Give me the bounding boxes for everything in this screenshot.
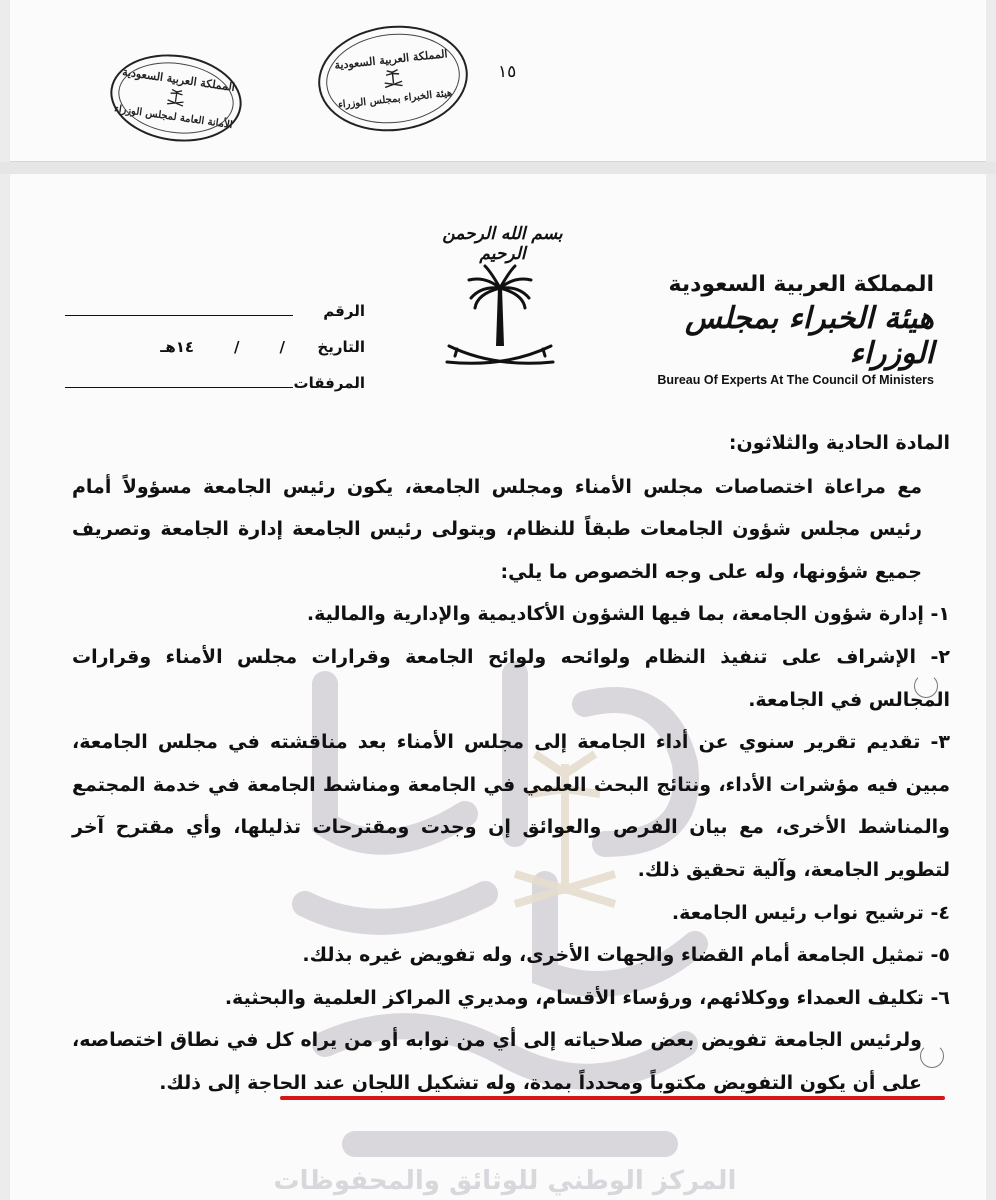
previous-page-fragment bbox=[10, 0, 986, 162]
general-secretariat-stamp bbox=[105, 46, 248, 150]
stamp-bottom-text: هيئة الخبراء بمجلس الوزراء bbox=[337, 87, 453, 111]
country-name: المملكة العربية السعودية bbox=[668, 272, 934, 297]
hole-punch-mark bbox=[920, 1044, 944, 1068]
article-item-4: ٤- ترشيح نواب رئيس الجامعة. bbox=[671, 901, 950, 924]
number-field bbox=[65, 284, 365, 320]
date-label: التاريخ bbox=[317, 338, 365, 356]
watermark-text: المركز الوطني للوثائق والمحفوظات bbox=[273, 1166, 737, 1196]
stamp-top-text: المملكة العربية السعودية bbox=[121, 65, 236, 95]
article-closing: ولرئيس الجامعة تفويض بعض صلاحياته إلى أي من نوابه أو من يراه كل في نطاق اختصاصه، على أن يكون التفويض مكتوباً ومحدداً بمدة، وله تشكيل اللجان عند الحاجة إلى ذلك. bbox=[72, 1029, 922, 1094]
stamp-top-text: المملكة العربية السعودية bbox=[333, 46, 449, 72]
red-highlight-underline bbox=[280, 1096, 945, 1100]
attachments-field bbox=[65, 356, 365, 392]
date-separator: / bbox=[234, 338, 240, 356]
bureau-name-english: Bureau Of Experts At The Council Of Ministers bbox=[657, 373, 934, 387]
bureau-name: هيئة الخبراء بمجلس الوزراء bbox=[684, 301, 934, 371]
basmala: بسم الله الرحمن الرحيم bbox=[442, 224, 563, 264]
saudi-emblem-icon bbox=[435, 250, 565, 380]
date-value bbox=[65, 338, 293, 356]
date-year-suffix: ١٤هـ bbox=[160, 338, 195, 356]
attachments-line bbox=[65, 376, 293, 388]
article-item-1: ١- إدارة شؤون الجامعة، بما فيها الشؤون الأكاديمية والإدارية والمالية. bbox=[306, 603, 950, 626]
hole-punch-mark bbox=[914, 674, 938, 698]
attachments-label: المرفقات bbox=[293, 374, 365, 392]
page-separator bbox=[0, 162, 996, 174]
article-item-2: ٢- الإشراف على تنفيذ النظام ولوائحه ولوائح الجامعة وقرارات مجلس الأمناء وقرارات المجالس في الجامعة. bbox=[72, 645, 950, 711]
date-separator: / bbox=[279, 338, 285, 356]
article-body bbox=[72, 422, 950, 1105]
article-item-5: ٥- تمثيل الجامعة أمام القضاء والجهات الأخرى، وله تفويض غيره بذلك. bbox=[302, 944, 950, 967]
letterhead-org bbox=[622, 272, 934, 387]
article-title: المادة الحادية والثلاثون: bbox=[728, 432, 950, 454]
article-item-6: ٦- تكليف العمداء ووكلائهم، ورؤساء الأقسام، ومديري المراكز العلمية والبحثية. bbox=[224, 986, 950, 1009]
letter-page bbox=[10, 174, 986, 1200]
bureau-of-experts-stamp bbox=[313, 18, 473, 138]
stamp-ring bbox=[322, 27, 465, 130]
page-number: ١٥ bbox=[498, 62, 517, 82]
article-item-3: ٣- تقديم تقرير سنوي عن أداء الجامعة إلى مجلس الأمناء بعد مناقشته في مجلس الجامعة، مبين فيه مؤشرات الأداء، ونتائج البحث العلمي في الجامعة ومناشط الجامعة في خدمة المجتمع والمناشط الأخرى، مع بيان الفرص والعوائق إن وجدت ومقترحات تذليلها، وأي مقترح آخر لتطوير الجامعة، وآلية تحقيق ذلك. bbox=[72, 731, 950, 881]
stamp-bottom-text: الأمانة العامة لمجلس الوزراء bbox=[113, 103, 234, 132]
article-intro: مع مراعاة اختصاصات مجلس الأمناء ومجلس الجامعة، يكون رئيس الجامعة مسؤولاً أمام رئيس مجلس شؤون الجامعات طبقاً للنظام، ويتولى رئيس الجامعة إدارة الجامعة وتصريف جميع شؤونها، وله على وجه الخصوص ما يلي: bbox=[72, 475, 922, 583]
reference-fields bbox=[65, 284, 365, 392]
number-line bbox=[65, 304, 293, 316]
number-label: الرقم bbox=[323, 302, 365, 320]
date-field bbox=[65, 320, 365, 356]
